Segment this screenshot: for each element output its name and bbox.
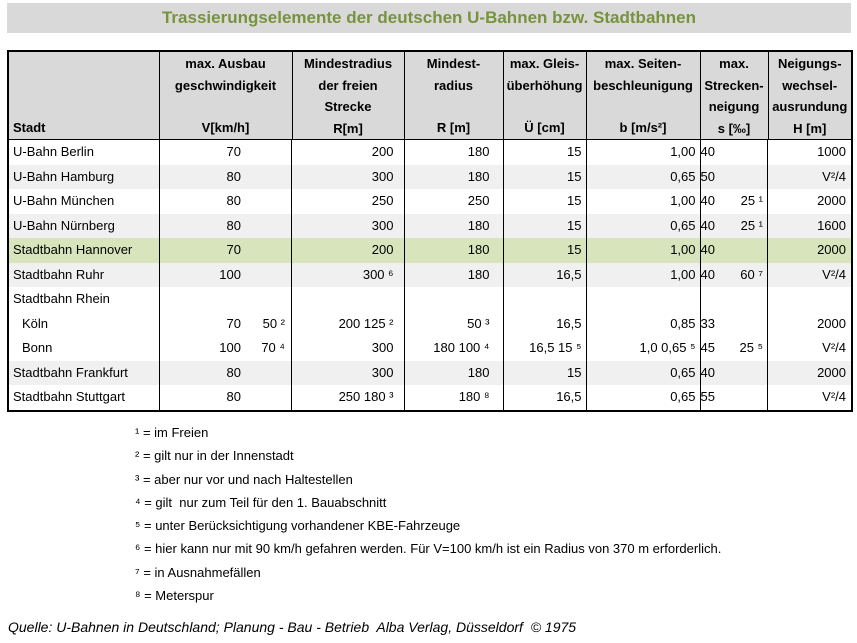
- cell-vertical-curve: 2000: [768, 361, 852, 386]
- value-primary: 50: [700, 168, 715, 184]
- cell-vertical-curve: 1000: [768, 140, 852, 165]
- cell-min-radius: 180: [404, 238, 503, 263]
- footnote: ⁶ = hier kann nur mit 90 km/h gefahren werden. Für V=100 km/h ist ein Radius von 370 m erforderlich.: [135, 541, 722, 557]
- cell-min-radius: 180 100 ⁴: [404, 336, 503, 361]
- cell-min-radius: 180 ⁸: [404, 385, 503, 411]
- cell-min-radius: 50 ³: [404, 312, 503, 337]
- cell-max-speed: [160, 336, 293, 361]
- value-footnoted: [241, 165, 291, 190]
- cell-city: Bonn: [8, 336, 159, 361]
- column-title-line: max.: [719, 56, 749, 71]
- table-row: [8, 263, 852, 288]
- footnotes: [135, 421, 721, 607]
- column-unit: R[m]: [333, 120, 363, 136]
- cell-max-speed: [160, 140, 293, 165]
- cell-min-radius: 180: [404, 214, 503, 239]
- column-title-line: ausrundung: [772, 99, 848, 114]
- cell-superelevation: 16,5: [503, 312, 586, 337]
- value-primary: 80: [226, 389, 241, 404]
- value-primary: 100: [219, 266, 241, 282]
- cell-superelevation: 16,5 15 ⁵: [503, 336, 586, 361]
- value-primary: [160, 287, 242, 312]
- value-footnoted: 25 ¹: [740, 217, 763, 233]
- cell-lateral-acceleration: [586, 287, 700, 312]
- cell-max-speed: [160, 165, 293, 190]
- table-row: [8, 385, 852, 411]
- cell-min-radius-open-track: 250 180 ³: [292, 385, 404, 411]
- cell-min-radius-open-track: 200: [292, 238, 404, 263]
- value-primary: 40: [700, 217, 715, 233]
- cell-gradient: [701, 165, 769, 190]
- value-footnoted: 50 ²: [262, 315, 285, 331]
- cell-vertical-curve: V²/4: [768, 263, 852, 288]
- cell-lateral-acceleration: 1,00: [586, 140, 700, 165]
- cell-vertical-curve: V²/4: [768, 165, 852, 190]
- cell-city: U-Bahn Berlin: [8, 140, 159, 165]
- column-title-line: Strecken-: [704, 77, 764, 93]
- column-title-line: Neigungs-: [777, 56, 842, 71]
- column-title-line: beschleunigung: [593, 77, 693, 93]
- footnote: ⁷ = in Ausnahmefällen: [135, 564, 261, 580]
- cell-lateral-acceleration: 0,65: [586, 214, 700, 239]
- column-title-line: max. Seiten-: [604, 56, 682, 71]
- cell-superelevation: 16,5: [503, 385, 586, 411]
- cell-min-radius: 180: [404, 263, 503, 288]
- cell-lateral-acceleration: 0,65: [586, 385, 700, 411]
- column-header-speed: [159, 51, 292, 140]
- column-header-lateral-acceleration: [586, 51, 700, 140]
- cell-max-speed: [160, 287, 293, 312]
- cell-gradient: [701, 336, 769, 361]
- cell-min-radius-open-track: 300: [292, 214, 404, 239]
- cell-gradient: [701, 189, 769, 214]
- cell-superelevation: 16,5: [503, 263, 586, 288]
- column-title-line: neigung: [708, 99, 760, 114]
- cell-superelevation: 15: [503, 189, 586, 214]
- value-primary: 70: [226, 315, 241, 331]
- cell-vertical-curve: 1600: [768, 214, 852, 239]
- cell-min-radius-open-track: 300: [292, 165, 404, 190]
- footnote: ³ = aber nur vor und nach Haltestellen: [135, 471, 353, 487]
- cell-min-radius-open-track: [292, 287, 404, 312]
- value-footnoted: [715, 165, 767, 190]
- value-footnoted: [241, 361, 291, 386]
- value-footnoted: [241, 287, 291, 312]
- cell-gradient: [701, 361, 769, 386]
- cell-lateral-acceleration: 0,85: [586, 312, 700, 337]
- cell-city: Stadtbahn Frankfurt: [8, 361, 159, 386]
- cell-superelevation: 15: [503, 361, 586, 386]
- footnote: ² = gilt nur in der Innenstadt: [135, 448, 294, 464]
- cell-vertical-curve: 2000: [768, 238, 852, 263]
- value-primary: [701, 287, 716, 312]
- cell-city: Köln: [8, 312, 159, 337]
- cell-max-speed: [160, 385, 293, 410]
- value-footnoted: [241, 385, 291, 410]
- column-title-line: Strecke: [324, 99, 372, 114]
- column-title-line: max. Gleis-: [509, 56, 580, 71]
- cell-superelevation: 15: [503, 140, 586, 165]
- cell-min-radius-open-track: 200: [292, 140, 404, 165]
- value-primary: 40: [700, 193, 715, 208]
- value-footnoted: [241, 214, 291, 239]
- cell-lateral-acceleration: 1,00: [586, 238, 700, 263]
- cell-gradient: [701, 312, 769, 337]
- value-primary: 33: [700, 315, 715, 331]
- value-primary: 80: [226, 168, 241, 184]
- page-title-bar: [7, 3, 851, 33]
- column-header-vertical-curve: [768, 51, 852, 140]
- cell-gradient: [701, 287, 769, 312]
- cell-max-speed: [160, 263, 293, 288]
- cell-gradient: [701, 214, 769, 239]
- cell-city: Stadtbahn Ruhr: [8, 263, 159, 288]
- cell-superelevation: 15: [503, 165, 586, 190]
- value-footnoted: 60 ⁷: [740, 266, 763, 282]
- value-footnoted: [715, 140, 767, 165]
- cell-min-radius-open-track: 300 ⁶: [292, 263, 404, 288]
- cell-vertical-curve: 2000: [768, 312, 852, 337]
- column-unit: Stadt: [13, 120, 46, 135]
- column-title-line: wechsel-: [782, 77, 838, 93]
- column-unit: b [m/s²]: [619, 120, 667, 135]
- cell-max-speed: [160, 238, 293, 263]
- cell-gradient: [701, 263, 769, 288]
- value-footnoted: [241, 189, 291, 214]
- cell-max-speed: [160, 189, 293, 214]
- value-primary: 70: [226, 242, 241, 257]
- column-title-line: radius: [433, 77, 473, 93]
- cell-vertical-curve: 2000: [768, 189, 852, 214]
- footnote: ¹ = im Freien: [135, 425, 209, 440]
- table-row: [8, 140, 852, 165]
- column-header-min-radius: [404, 51, 503, 140]
- cell-lateral-acceleration: 1,0 0,65 ⁵: [586, 336, 700, 361]
- page-title: Trassierungselemente der deutschen U-Bahnen bzw. Stadtbahnen: [161, 8, 697, 27]
- value-footnoted: 25 ⁵: [739, 340, 763, 355]
- cell-superelevation: 15: [503, 238, 586, 263]
- cell-max-speed: [160, 361, 293, 386]
- cell-city: U-Bahn Nürnberg: [8, 214, 159, 239]
- cell-min-radius: 180: [404, 140, 503, 165]
- cell-max-speed: [160, 214, 293, 239]
- column-unit: H [m]: [793, 120, 827, 136]
- header-row: [8, 51, 852, 140]
- value-primary: 80: [226, 364, 241, 380]
- column-unit: V[km/h]: [201, 120, 250, 135]
- table-row: [8, 361, 852, 386]
- value-primary: 100: [219, 340, 241, 355]
- cell-city: Stadtbahn Stuttgart: [8, 385, 159, 411]
- cell-gradient: [701, 140, 769, 165]
- table-row: [8, 165, 852, 190]
- table-row: [8, 336, 852, 361]
- value-primary: 45: [700, 340, 715, 355]
- column-header-min-radius-open-track: [292, 51, 404, 140]
- column-title-line: geschwindigkeit: [174, 77, 277, 93]
- value-footnoted: [715, 238, 767, 263]
- column-header-stadt: [8, 51, 159, 140]
- source-line: Quelle: U-Bahnen in Deutschland; Planung - Bau - Betrieb Alba Verlag, Düsseldorf © 1975: [8, 619, 577, 635]
- column-title-line: Mindest-: [426, 56, 481, 71]
- cell-vertical-curve: [768, 287, 852, 312]
- cell-city: Stadtbahn Hannover: [8, 238, 159, 263]
- column-header-gradient: [700, 51, 768, 140]
- value-footnoted: [715, 385, 767, 410]
- cell-lateral-acceleration: 0,65: [586, 361, 700, 386]
- value-primary: 40: [700, 266, 715, 282]
- column-title-line: Mindestradius: [303, 56, 393, 71]
- cell-min-radius: 180: [404, 165, 503, 190]
- table-container: [7, 50, 853, 412]
- cell-city: U-Bahn Hamburg: [8, 165, 159, 190]
- cell-min-radius-open-track: 300: [292, 336, 404, 361]
- cell-lateral-acceleration: 1,00: [586, 189, 700, 214]
- value-primary: 80: [226, 193, 241, 208]
- table-row: [8, 312, 852, 337]
- value-primary: 40: [700, 144, 715, 159]
- cell-min-radius-open-track: 300: [292, 361, 404, 386]
- table-row: [8, 287, 852, 312]
- value-footnoted: [241, 238, 291, 263]
- value-primary: 80: [226, 217, 241, 233]
- value-footnoted: [241, 140, 291, 165]
- column-unit: Ü [cm]: [524, 120, 565, 135]
- cell-min-radius: [404, 287, 503, 312]
- value-primary: 40: [700, 242, 715, 257]
- table-header: [8, 51, 852, 140]
- column-unit: s [‰]: [717, 120, 751, 136]
- cell-superelevation: 15: [503, 214, 586, 239]
- value-footnoted: [715, 287, 767, 312]
- cell-superelevation: [503, 287, 586, 312]
- value-primary: 55: [700, 389, 715, 404]
- table-row: [8, 214, 852, 239]
- table-row: [8, 189, 852, 214]
- cell-lateral-acceleration: 1,00: [586, 263, 700, 288]
- cell-vertical-curve: V²/4: [768, 336, 852, 361]
- value-footnoted: 70 ⁴: [261, 340, 285, 355]
- column-unit: R [m]: [436, 120, 471, 135]
- cell-gradient: [701, 385, 769, 410]
- cell-min-radius-open-track: 250: [292, 189, 404, 214]
- value-primary: 40: [700, 364, 715, 380]
- value-footnoted: [715, 312, 767, 337]
- cell-gradient: [701, 238, 769, 263]
- footnote: ⁸ = Meterspur: [135, 588, 214, 604]
- table-row: [8, 238, 852, 263]
- cell-vertical-curve: V²/4: [768, 385, 852, 411]
- trassierung-table: [7, 50, 853, 412]
- column-header-superelevation: [503, 51, 586, 140]
- cell-min-radius: 180: [404, 361, 503, 386]
- cell-city: Stadtbahn Rhein: [8, 287, 159, 312]
- value-footnoted: [241, 263, 291, 288]
- cell-lateral-acceleration: 0,65: [586, 165, 700, 190]
- column-title-line: der freien: [318, 77, 378, 93]
- value-footnoted: [715, 361, 767, 386]
- cell-min-radius-open-track: 200 125 ²: [292, 312, 404, 337]
- cell-min-radius: 250: [404, 189, 503, 214]
- footnote: ⁴ = gilt nur zum Teil für den 1. Bauabschnitt: [135, 494, 387, 510]
- table-body: [8, 140, 852, 411]
- footnote: ⁵ = unter Berücksichtigung vorhandener KBE-Fahrzeuge: [135, 518, 461, 534]
- cell-city: U-Bahn München: [8, 189, 159, 214]
- column-title-line: überhöhung: [506, 77, 583, 93]
- cell-max-speed: [160, 312, 293, 337]
- column-title-line: max. Ausbau: [185, 56, 266, 71]
- value-footnoted: 25 ¹: [740, 193, 763, 208]
- value-primary: 70: [226, 144, 241, 159]
